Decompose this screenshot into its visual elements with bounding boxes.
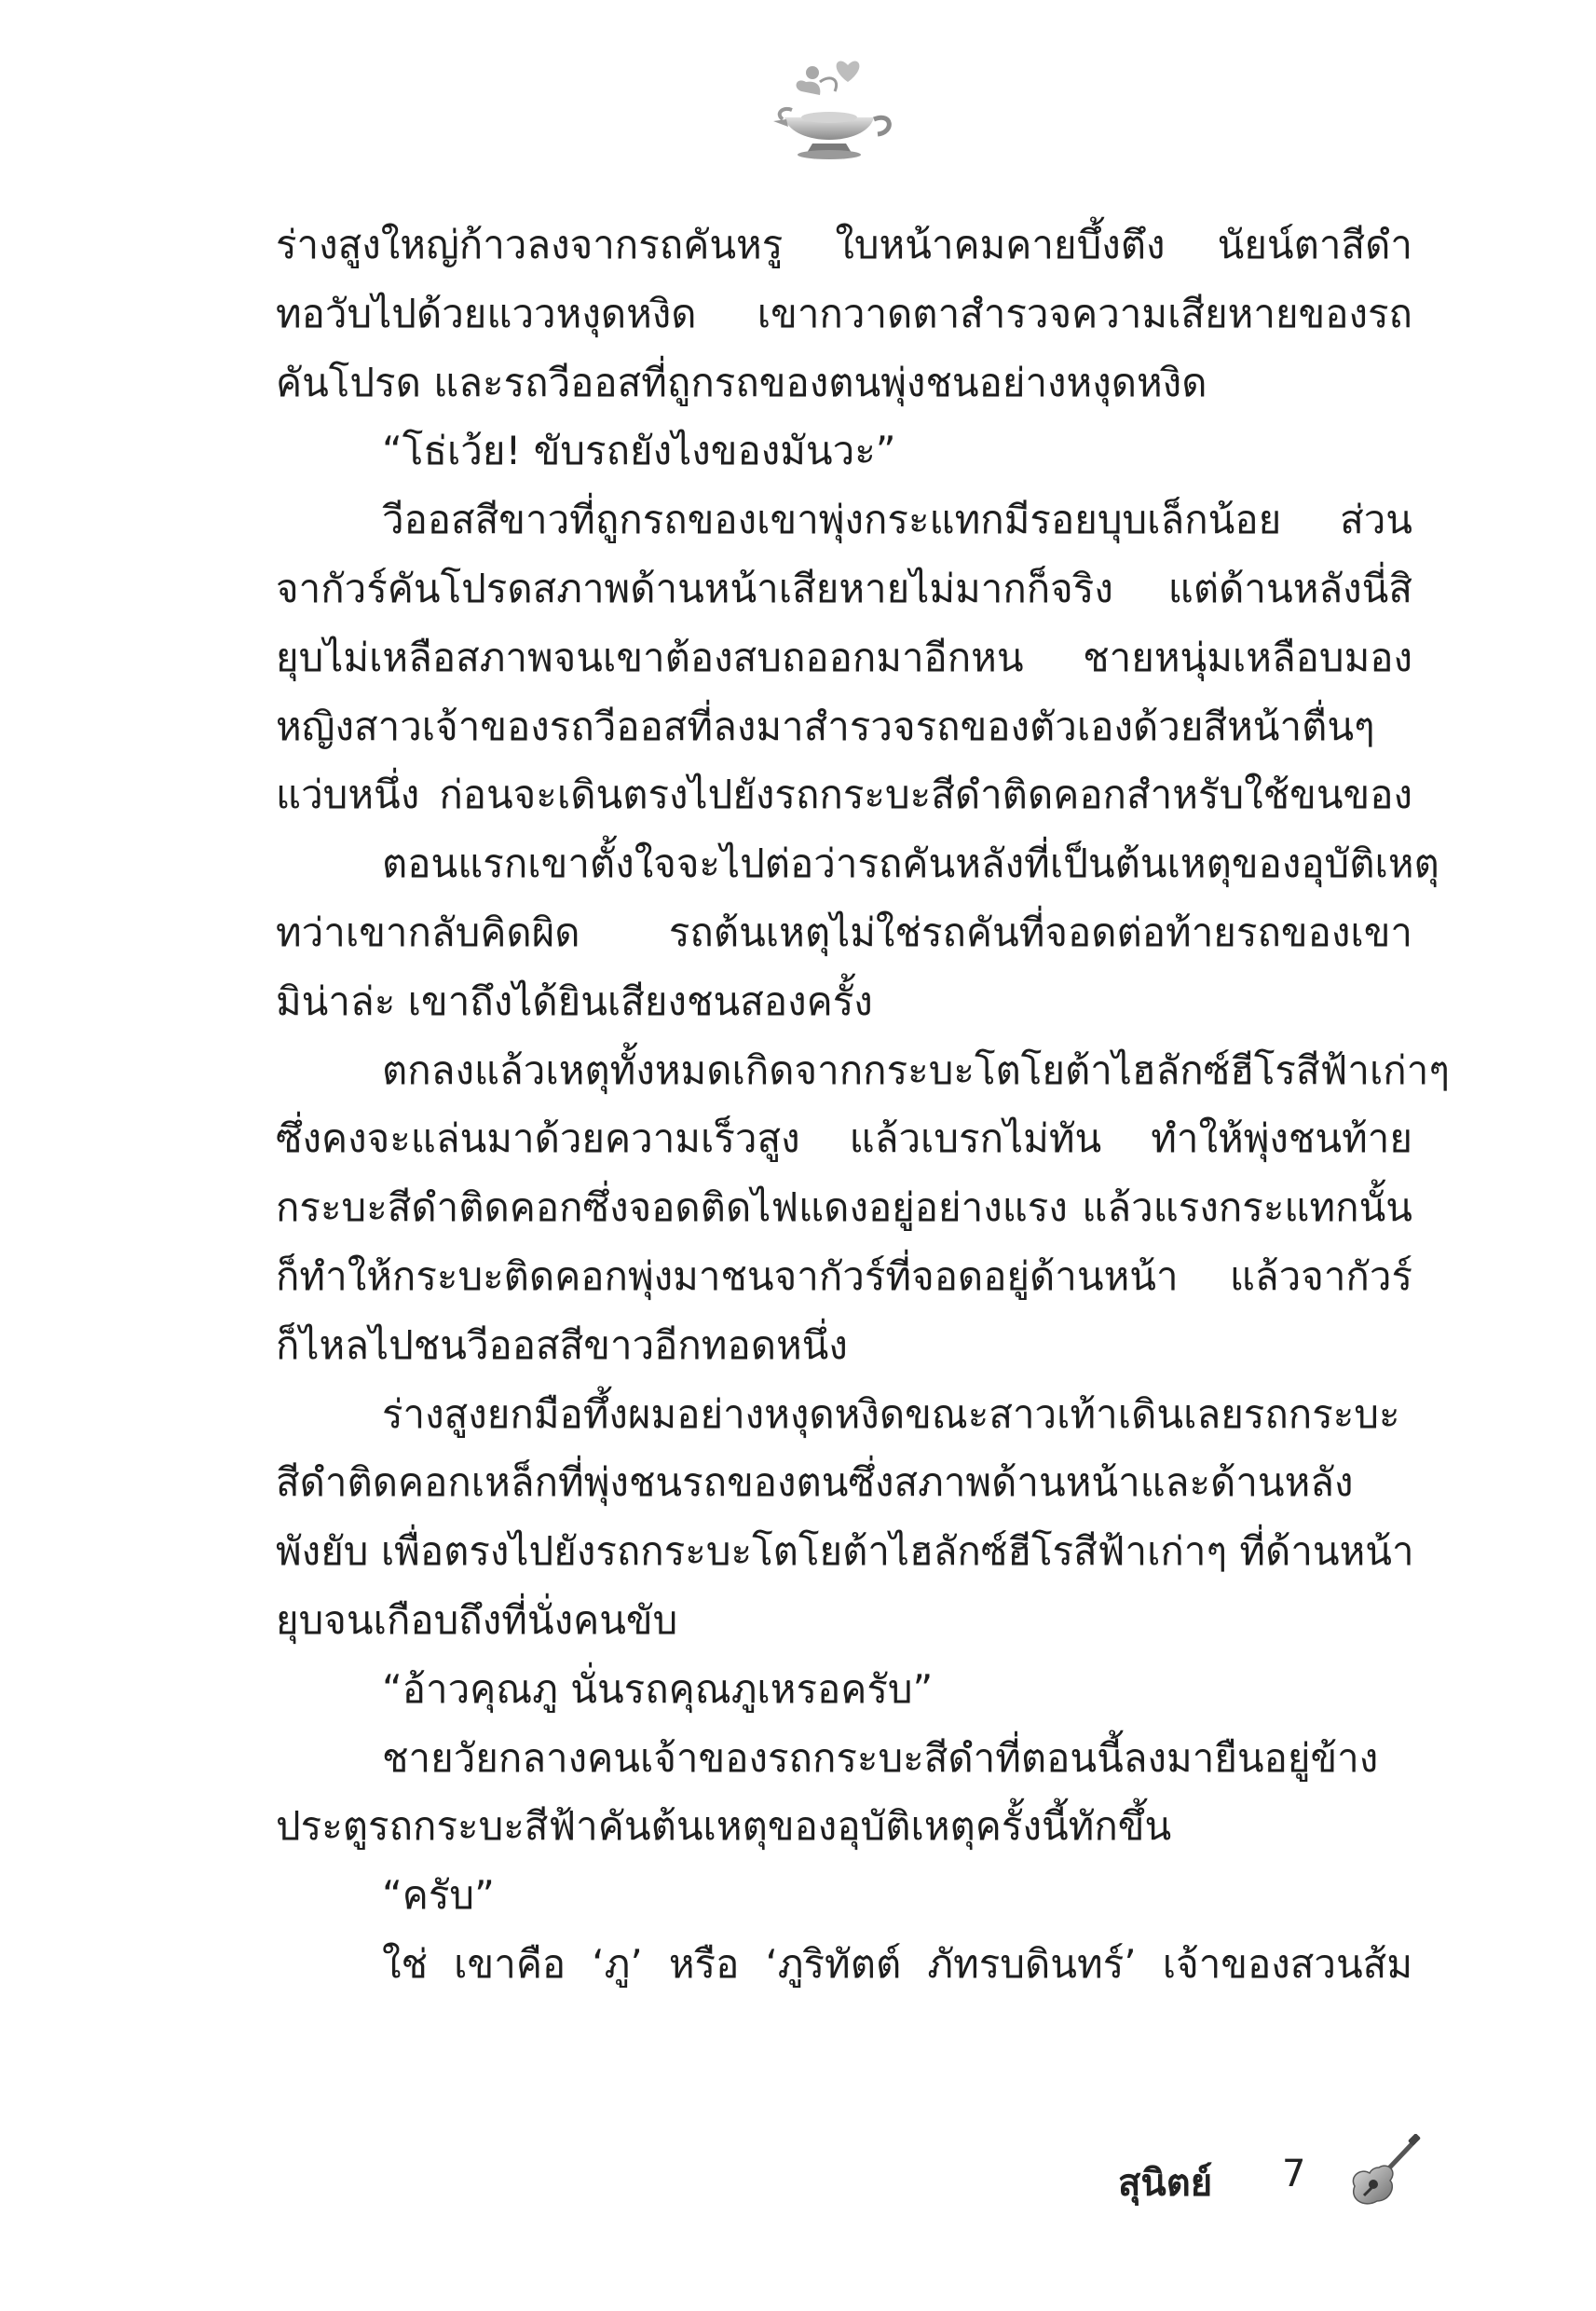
text-line: คันโปรด และรถวีออสที่ถูกรถของตนพุ่งชนอย่างหงุดหงิด: [276, 359, 1207, 405]
text-line: ยุบจนเกือบถึงที่นั่งคนขับ: [276, 1596, 678, 1643]
text-line: ชายวัยกลางคนเจ้าของรถกระบะสีดำที่ตอนนี้ลงมายืนอยู่ข้าง: [382, 1734, 1379, 1781]
text-line: วีออสสีขาวที่ถูกรถของเขาพุ่งกระแทกมีรอยบุบเล็กน้อย ส่วน: [382, 497, 1412, 543]
text-line: ประตูรถกระบะสีฟ้าคันต้นเหตุของอุบัติเหตุครั้งนี้ทักขึ้น: [276, 1803, 1172, 1850]
text-line: จากัวร์คันโปรดสภาพด้านหน้าเสียหายไม่มากก็จริง แต่ด้านหลังนี่สิ: [276, 565, 1412, 611]
text-line: “อ้าวคุณภู นั่นรถคุณภูเหรอครับ”: [382, 1665, 934, 1712]
text-line: ยุบไม่เหลือสภาพจนเขาต้องสบถออกมาอีกหน ชายหนุ่มเหลือบมอง: [276, 634, 1412, 680]
text-line: ก็ทำให้กระบะติดคอกพุ่งมาชนจากัวร์ที่จอดอยู่ด้านหน้า แล้วจากัวร์: [276, 1252, 1412, 1299]
text-line: ร่างสูงยกมือทึ้งผมอย่างหงุดหงิดขณะสาวเท้าเดินเลยรถกระบะ: [382, 1390, 1400, 1437]
genie-lamp-with-cupid-icon: [755, 54, 904, 166]
text-line: ใช่ เขาคือ ‘ภู’ หรือ ‘ภูริทัตต์ ภัทรบดินทร์’ เจ้าของสวนส้ม: [382, 1940, 1412, 1987]
text-line: พังยับ เพื่อตรงไปยังรถกระบะโตโยต้าไฮลักซ์ฮีโรสีฟ้าเก่าๆ ที่ด้านหน้า: [276, 1528, 1414, 1575]
text-line: ทอวับไปด้วยแววหงุดหงิด เขากวาดตาสำรวจความเสียหายของรถ: [276, 290, 1412, 336]
author-name: สุนิตย์: [1118, 2162, 1213, 2205]
story-text: [276, 211, 1450, 1999]
text-line: ก็ไหลไปชนวีออสสีขาวอีกทอดหนึ่ง: [276, 1321, 848, 1368]
text-line: หญิงสาวเจ้าของรถวีออสที่ลงมาสำรวจรถของตัวเองด้วยสีหน้าตื่นๆ: [276, 703, 1375, 749]
text-line: สีดำติดคอกเหล็กที่พุ่งชนรถของตนซึ่งสภาพด้านหน้าและด้านหลัง: [276, 1459, 1354, 1506]
text-line: แว่บหนึ่ง ก่อนจะเดินตรงไปยังรถกระบะสีดำติดคอกสำหรับใช้ขนของ: [276, 772, 1412, 818]
text-line: ตอนแรกเขาตั้งใจจะไปต่อว่ารถคันหลังที่เป็นต้นเหตุของอุบัติเหตุ: [382, 841, 1439, 887]
text-line: มิน่าล่ะ เขาถึงได้ยินเสียงชนสองครั้ง: [276, 978, 873, 1024]
text-line: ตกลงแล้วเหตุทั้งหมดเกิดจากกระบะโตโยต้าไฮลักซ์ฮีโรสีฟ้าเก่าๆ: [382, 1046, 1450, 1093]
guitar-icon: [1344, 2134, 1424, 2214]
text-line: ซึ่งคงจะแล่นมาด้วยความเร็วสูง แล้วเบรกไม่ทัน ทำให้พุ่งชนท้าย: [276, 1115, 1412, 1162]
text-line: ร่างสูงใหญ่ก้าวลงจากรถคันหรู ใบหน้าคมคายบึ้งตึง นัยน์ตาสีดำ: [276, 222, 1412, 267]
page-number: 7: [1282, 2153, 1306, 2195]
text-line: “โธ่เว้ย! ขับรถยังไงของมันวะ”: [382, 428, 896, 474]
text-line: ทว่าเขากลับคิดผิด รถต้นเหตุไม่ใช่รถคันที่จอดต่อท้ายรถของเขา: [276, 909, 1412, 955]
page-footer: [1099, 2134, 1435, 2218]
text-line: กระบะสีดำติดคอกซึ่งจอดติดไฟแดงอยู่อย่างแรง แล้วแรงกระแทกนั้น: [276, 1184, 1412, 1231]
text-line: “ครับ”: [382, 1872, 495, 1919]
